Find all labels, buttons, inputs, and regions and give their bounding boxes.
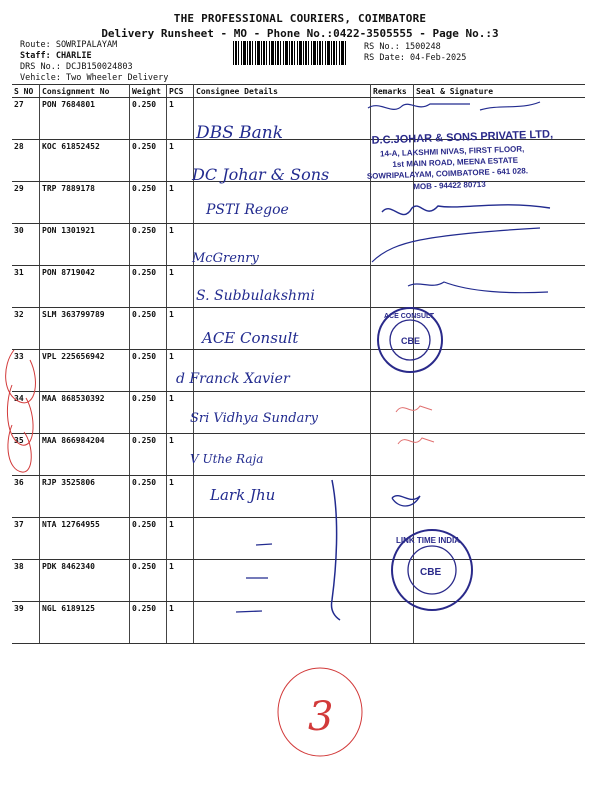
row-seal — [414, 224, 586, 266]
table-row — [12, 560, 585, 602]
route-label: Route: SOWRIPALAYAM — [20, 40, 118, 50]
row-remarks — [371, 392, 414, 434]
link-stamp-center: CBE — [420, 567, 442, 578]
row-sno: 37 — [12, 518, 40, 560]
row-seal — [414, 560, 586, 602]
row-consignee-details — [194, 392, 371, 434]
row-weight: 0.250 — [130, 266, 167, 308]
row-sno: 29 — [12, 182, 40, 224]
table-row — [12, 434, 585, 476]
row-seal — [414, 434, 586, 476]
row-pcs: 1 — [167, 602, 194, 644]
row-remarks — [371, 602, 414, 644]
runsheet-info-left — [20, 40, 168, 84]
runsheet-info-right — [364, 42, 466, 64]
row-remarks — [371, 182, 414, 224]
row-remarks — [371, 224, 414, 266]
row-consignment: MAA 866984204 — [40, 434, 130, 476]
table-row — [12, 140, 585, 182]
row-consignee-details — [194, 518, 371, 560]
row-weight: 0.250 — [130, 434, 167, 476]
row-consignment: NTA 12764955 — [40, 518, 130, 560]
row-weight: 0.250 — [130, 518, 167, 560]
row-consignee-details — [194, 560, 371, 602]
header-weight: Weight — [130, 85, 167, 98]
row-weight: 0.250 — [130, 350, 167, 392]
rs-date: RS Date: 04-Feb-2025 — [364, 53, 467, 63]
row-seal — [414, 140, 586, 182]
row-weight: 0.250 — [130, 140, 167, 182]
row-weight: 0.250 — [130, 308, 167, 350]
row-consignee-details — [194, 350, 371, 392]
header-pcs: PCS — [167, 85, 194, 98]
row-pcs: 1 — [167, 350, 194, 392]
row-weight: 0.250 — [130, 602, 167, 644]
header-consignment: Consignment No — [40, 85, 130, 98]
consignee-handwriting: Lark Jhu — [210, 486, 276, 504]
row-pcs: 1 — [167, 140, 194, 182]
row-pcs: 1 — [167, 182, 194, 224]
runsheet-subtitle: Delivery Runsheet - MO - Phone No.:0422-3505555 - Page No.:3 — [101, 27, 499, 40]
row-pcs: 1 — [167, 224, 194, 266]
row-pcs: 1 — [167, 98, 194, 140]
row-remarks — [371, 518, 414, 560]
row-sno: 36 — [12, 476, 40, 518]
row-consignment: NGL 6189125 — [40, 602, 130, 644]
staff-label: Staff: CHARLIE — [20, 51, 92, 61]
row-weight: 0.250 — [130, 560, 167, 602]
row-sno: 28 — [12, 140, 40, 182]
row-consignee-details — [194, 266, 371, 308]
row-seal — [414, 602, 586, 644]
row-consignment: TRP 7889178 — [40, 182, 130, 224]
table-row — [12, 602, 585, 644]
row-pcs: 1 — [167, 392, 194, 434]
row-consignee-details — [194, 602, 371, 644]
row-weight: 0.250 — [130, 182, 167, 224]
header-seal: Seal & Signature — [414, 85, 586, 98]
consignee-handwriting: McGrenry — [192, 251, 259, 266]
link-stamp-ring: LINK TIME INDIA — [396, 536, 460, 545]
row-seal — [414, 476, 586, 518]
stamp-address-1: 14-A, LAKSHMI NIVAS, FIRST FLOOR, — [379, 144, 525, 159]
drs-label: DRS No.: DCJB150024803 — [20, 62, 133, 72]
table-row — [12, 308, 585, 350]
row-seal — [414, 98, 586, 140]
stamp-address-2: 1st MAIN ROAD, MEENA ESTATE — [392, 155, 519, 170]
red-page-number: 3 — [308, 694, 334, 740]
row-seal — [414, 266, 586, 308]
row-pcs: 1 — [167, 518, 194, 560]
table-row — [12, 98, 585, 140]
row-pcs: 1 — [167, 476, 194, 518]
stamp-mobile: MOB - 94422 80713 — [413, 179, 486, 192]
stamp-address-3: SOWRIPALAYAM, COIMBATORE - 641 028. — [366, 166, 529, 181]
row-consignee-details — [194, 434, 371, 476]
barcode — [233, 41, 346, 65]
table-row — [12, 350, 585, 392]
row-remarks — [371, 560, 414, 602]
row-remarks — [371, 266, 414, 308]
row-pcs: 1 — [167, 266, 194, 308]
consignee-handwriting: d Franck Xavier — [176, 371, 290, 387]
consignee-handwriting: V Uthe Raja — [190, 452, 264, 466]
rs-number: RS No.: 1500248 — [364, 42, 441, 52]
row-remarks — [371, 476, 414, 518]
row-pcs: 1 — [167, 560, 194, 602]
row-consignee-details — [194, 224, 371, 266]
table-row — [12, 182, 585, 224]
row-weight: 0.250 — [130, 98, 167, 140]
consignee-handwriting: DBS Bank — [196, 123, 284, 143]
ace-stamp-center: CBE — [401, 336, 421, 346]
row-consignment: MAA 868530392 — [40, 392, 130, 434]
table-row — [12, 266, 585, 308]
row-sno: 32 — [12, 308, 40, 350]
row-weight: 0.250 — [130, 476, 167, 518]
header-sno: S NO — [12, 85, 40, 98]
row-sno: 31 — [12, 266, 40, 308]
row-pcs: 1 — [167, 434, 194, 476]
header-remarks: Remarks — [371, 85, 414, 98]
row-seal — [414, 350, 586, 392]
row-weight: 0.250 — [130, 392, 167, 434]
row-consignee-details — [194, 182, 371, 224]
header-consignee: Consignee Details — [194, 85, 371, 98]
row-seal — [414, 308, 586, 350]
table-row — [12, 518, 585, 560]
row-consignment: PDK 8462340 — [40, 560, 130, 602]
row-seal — [414, 518, 586, 560]
row-sno: 30 — [12, 224, 40, 266]
row-remarks — [371, 98, 414, 140]
row-consignment: RJP 3525806 — [40, 476, 130, 518]
row-consignment: PON 7684801 — [40, 98, 130, 140]
row-consignee-details — [194, 308, 371, 350]
row-sno: 34 — [12, 392, 40, 434]
table-row — [12, 392, 585, 434]
row-sno: 39 — [12, 602, 40, 644]
row-consignment: VPL 225656942 — [40, 350, 130, 392]
consignee-handwriting: DC Johar & Sons — [192, 165, 330, 184]
row-remarks — [371, 308, 414, 350]
row-consignment: PON 1301921 — [40, 224, 130, 266]
row-remarks — [371, 140, 414, 182]
consignee-handwriting: Sri Vidhya Sundary — [190, 411, 318, 426]
row-sno: 27 — [12, 98, 40, 140]
row-seal — [413, 179, 586, 224]
ace-stamp-ring: ACE CONSULT — [384, 313, 435, 320]
table-row — [12, 224, 585, 266]
row-consignment: PON 8719042 — [40, 266, 130, 308]
row-consignee-details — [194, 140, 371, 182]
row-consignee-details — [194, 476, 371, 518]
row-weight: 0.250 — [130, 224, 167, 266]
row-consignment: SLM 363799789 — [40, 308, 130, 350]
runsheet-table — [12, 84, 585, 644]
row-remarks — [371, 350, 414, 392]
row-sno: 35 — [12, 434, 40, 476]
company-title: THE PROFESSIONAL COURIERS, COIMBATORE — [173, 12, 427, 25]
vehicle-label: Vehicle: Two Wheeler Delivery — [20, 73, 169, 83]
row-consignee-details — [194, 98, 371, 140]
row-sno: 38 — [12, 560, 40, 602]
row-sno: 33 — [12, 350, 40, 392]
consignee-handwriting: ACE Consult — [202, 329, 299, 347]
red-page-circle — [278, 668, 362, 756]
table-header-row — [12, 85, 585, 98]
table-row — [12, 476, 585, 518]
consignee-handwriting: PSTI Regoe — [206, 202, 289, 218]
consignee-handwriting: S. Subbulakshmi — [196, 288, 315, 304]
stamp-name: D.C.JOHAR & SONS PRIVATE LTD, — [371, 128, 554, 147]
row-pcs: 1 — [167, 308, 194, 350]
row-consignment: KOC 61852452 — [40, 140, 130, 182]
row-remarks — [371, 434, 414, 476]
row-seal — [414, 392, 586, 434]
